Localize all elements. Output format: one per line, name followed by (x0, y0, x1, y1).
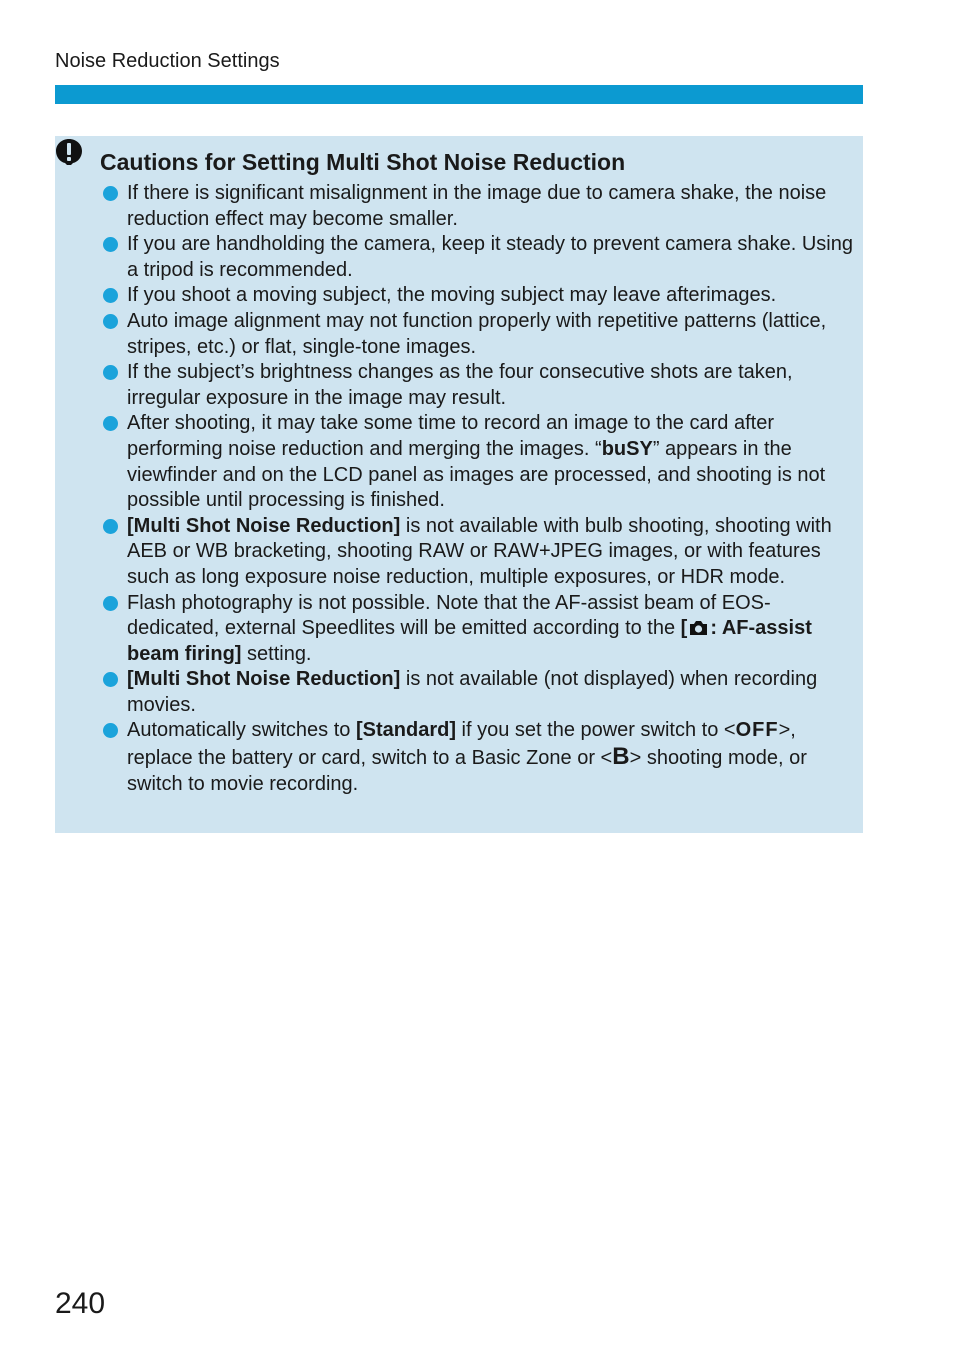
item-text: is not available (not displayed) when recording movies. (127, 668, 818, 716)
bullet-icon (103, 723, 118, 738)
caution-title: Cautions for Setting Multi Shot Noise Reduction (100, 149, 626, 175)
page-number: 240 (55, 1287, 106, 1320)
section-title: Noise Reduction Settings (55, 50, 280, 72)
menu-item-reference: [Multi Shot Noise Reduction] (127, 514, 401, 537)
item-text: Auto image alignment may not function properly with repetitive patterns (lattice, stripes, etc.) or flat, single-tone images. (127, 309, 827, 358)
list-item (102, 718, 857, 797)
item-text: setting. (241, 642, 312, 665)
item-text: If you shoot a moving subject, the moving subject may leave afterimages. (127, 284, 777, 307)
list-item (102, 360, 857, 411)
list-item (102, 283, 857, 309)
item-text: If there is significant misalignment in the image due to camera shake, the noise reduction effect may become smaller. (127, 182, 827, 230)
bullet-icon (103, 519, 118, 534)
list-item (102, 181, 857, 232)
busy-indicator-text: buSY (601, 437, 653, 460)
bullet-icon (103, 237, 118, 252)
item-text: >, replace the battery or card, switch to a Basic Zone or < (127, 719, 796, 770)
bullet-icon (103, 186, 118, 201)
item-text: If you are handholding the camera, keep it steady to prevent camera shake. Using a tripod is recommended. (127, 233, 853, 281)
bullet-icon (103, 365, 118, 380)
menu-item-reference: [Multi Shot Noise Reduction] (127, 668, 401, 691)
list-item (102, 667, 857, 718)
bulb-mode-glyph: B (612, 743, 630, 771)
item-text: if you set the power switch to < (455, 719, 736, 742)
item-text: Automatically switches to (127, 719, 356, 742)
menu-bracket: [ (680, 617, 688, 640)
caution-list (102, 181, 857, 797)
item-text: > shooting mode, or switch to movie recording. (127, 747, 807, 795)
bullet-icon (103, 672, 118, 687)
bullet-icon (103, 416, 118, 431)
caution-exclamation-icon (55, 138, 83, 166)
camera-icon (688, 619, 709, 637)
item-text: Flash photography is not possible. Note that the AF-assist beam of EOS-dedicated, external Speedlites will be emitted according to the (127, 591, 771, 640)
menu-item-reference: : AF-assist beam firing] (127, 617, 812, 665)
list-item (102, 309, 857, 360)
item-text: After shooting, it may take some time to record an image to the card after performing noise reduction and merging the images. “ (127, 412, 774, 460)
list-item (102, 232, 857, 283)
list-item (102, 591, 857, 668)
menu-item-reference: [Standard] (355, 719, 456, 742)
bullet-icon (103, 596, 118, 611)
bullet-icon (103, 314, 118, 329)
caution-box (55, 136, 863, 833)
list-item (102, 514, 857, 591)
list-item (102, 411, 857, 513)
section-header-bar (55, 85, 863, 104)
bullet-icon (103, 288, 118, 303)
item-text: is not available with bulb shooting, shooting with AEB or WB bracketing, shooting RAW or RAW+JPEG images, or with features such as long exposure noise reduction, multiple exposures, or HDR mode. (127, 514, 832, 588)
item-text: If the subject’s brightness changes as the four consecutive shots are taken, irregular exposure in the image may result. (127, 361, 793, 409)
item-text: ” appears in the viewfinder and on the LCD panel as images are processed, and shooting is not possible until processing is finished. (127, 437, 826, 512)
power-off-glyph: OFF (735, 719, 779, 742)
